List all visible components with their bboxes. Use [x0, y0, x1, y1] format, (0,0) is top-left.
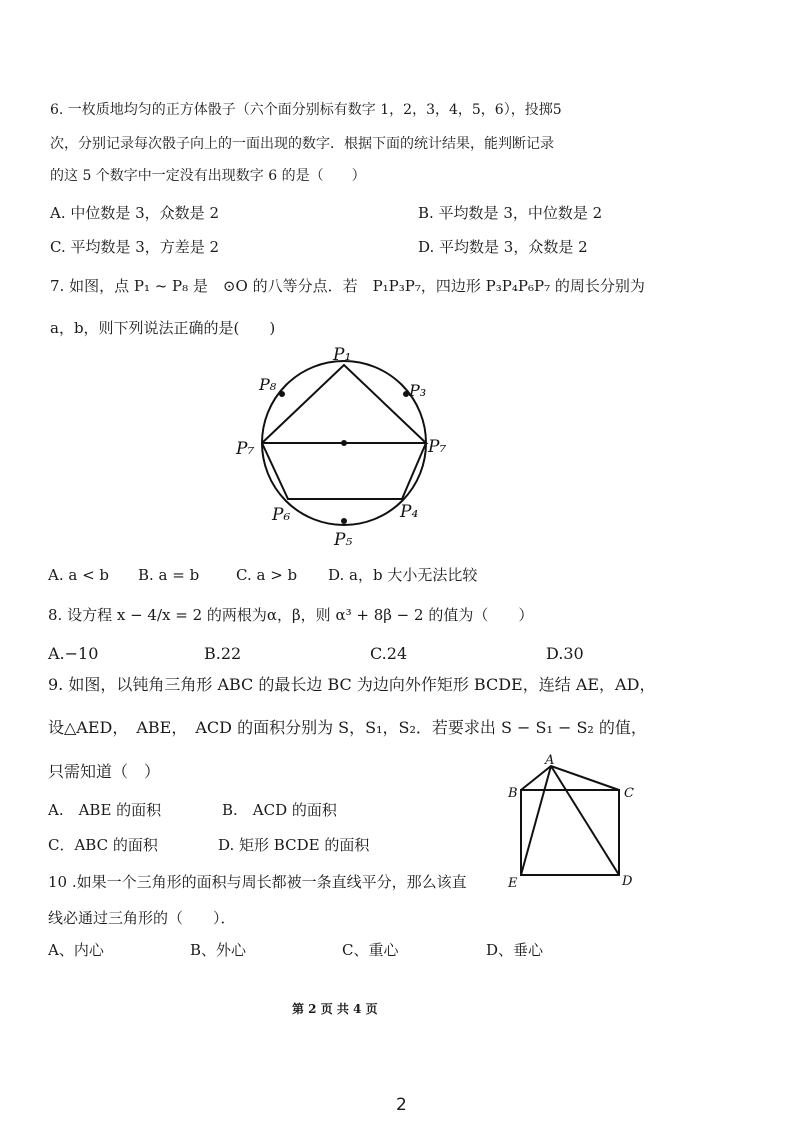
segment-ae: [521, 766, 551, 875]
q10-option-d: D、垂心: [486, 941, 544, 959]
q8-line: 8. 设方程 x − 4/x = 2 的两根为α，β，则 α³ + 8β − 2 的值为（ ）: [48, 606, 534, 624]
q10-line-1: 10 .如果一个三角形的面积与周长都被一条直线平分，那么该直: [48, 873, 467, 891]
label-p6: P₆: [272, 505, 291, 525]
q6-option-d: D. 平均数是 3，众数是 2: [418, 238, 588, 256]
q9-option-b: B. ACD 的面积: [222, 801, 337, 819]
q9-option-d: D. 矩形 BCDE 的面积: [218, 836, 370, 854]
q9-line-2: 设△AED， ABE， ACD 的面积分别为 S，S₁，S₂．若要求出 S − S₁ − S₂ 的值，: [48, 718, 647, 737]
q8-option-b: B.22: [204, 644, 242, 663]
q6-line-3: 的这 5 个数字中一定没有出现数字 6 的是（ ）: [50, 168, 366, 184]
label-e: E: [508, 876, 518, 891]
q7-line-1: 7. 如图，点 P₁ ~ P₈ 是 ⊙O 的八等分点．若 P₁P₃P₇，四边形 P₃P₄P₆P₇ 的周长分别为: [50, 277, 645, 295]
q6-option-c: C. 平均数是 3，方差是 2: [50, 238, 220, 256]
q7-option-d: D. a，b 大小无法比较: [328, 566, 478, 584]
label-p7-right: P₇: [428, 437, 447, 457]
q7-option-b: B. a = b: [138, 566, 200, 584]
point-p8: [279, 391, 285, 397]
triangle-abc: [521, 766, 619, 790]
center-point-o: [341, 440, 347, 446]
label-p1: P₁: [333, 345, 352, 365]
q7-line-2: a，b，则下列说法正确的是( ): [50, 319, 276, 337]
label-p8: P₈: [259, 375, 277, 394]
q10-option-a: A、内心: [48, 941, 104, 959]
label-p5: P₅: [334, 530, 353, 550]
rectangle-triangle-diagram: [500, 750, 650, 892]
page-number: 2: [396, 1095, 407, 1115]
label-p4: P₄: [400, 502, 419, 522]
q9-option-a: A. ABE 的面积: [48, 801, 162, 819]
rectangle-bcde: [521, 790, 619, 875]
q8-option-a: A.−10: [48, 644, 99, 663]
q10-option-c: C、重心: [342, 941, 399, 959]
label-p7-left: P₇: [236, 439, 255, 459]
page-footer: 第 2 页 共 4 页: [292, 1002, 378, 1016]
q7-option-a: A. a < b: [48, 566, 110, 584]
label-p3: P₃: [409, 381, 427, 400]
q6-option-a: A. 中位数是 3，众数是 2: [50, 204, 219, 222]
label-d: D: [622, 874, 633, 889]
label-a: A: [545, 753, 555, 768]
quadrilateral-p3p4p6p7: [262, 443, 426, 499]
q9-line-3: 只需知道（ ）: [48, 762, 161, 781]
q6-option-b: B. 平均数是 3，中位数是 2: [418, 204, 603, 222]
triangle-p1p3p7: [262, 365, 426, 443]
q9-option-c: C．ABC 的面积: [48, 836, 158, 854]
label-b: B: [508, 786, 518, 801]
q9-line-1: 9. 如图，以钝角三角形 ABC 的最长边 BC 为边向外作矩形 BCDE，连结 AE，AD，: [48, 675, 656, 694]
q6-line-2: 次，分别记录每次骰子向上的一面出现的数字．根据下面的统计结果，能判断记录: [50, 136, 554, 152]
q10-line-2: 线必通过三角形的（ ）．: [48, 909, 236, 927]
q6-line-1: 6. 一枚质地均匀的正方体骰子（六个面分别标有数字 1，2，3，4，5，6），投掷5: [50, 102, 562, 118]
label-c: C: [624, 786, 634, 801]
octagon-circle-diagram: [230, 340, 460, 552]
q7-option-c: C. a > b: [236, 566, 298, 584]
point-p5: [341, 518, 347, 524]
q8-option-c: C.24: [370, 644, 408, 663]
q10-option-b: B、外心: [190, 941, 247, 959]
segment-ad: [551, 766, 619, 875]
q8-option-d: D.30: [546, 644, 584, 663]
